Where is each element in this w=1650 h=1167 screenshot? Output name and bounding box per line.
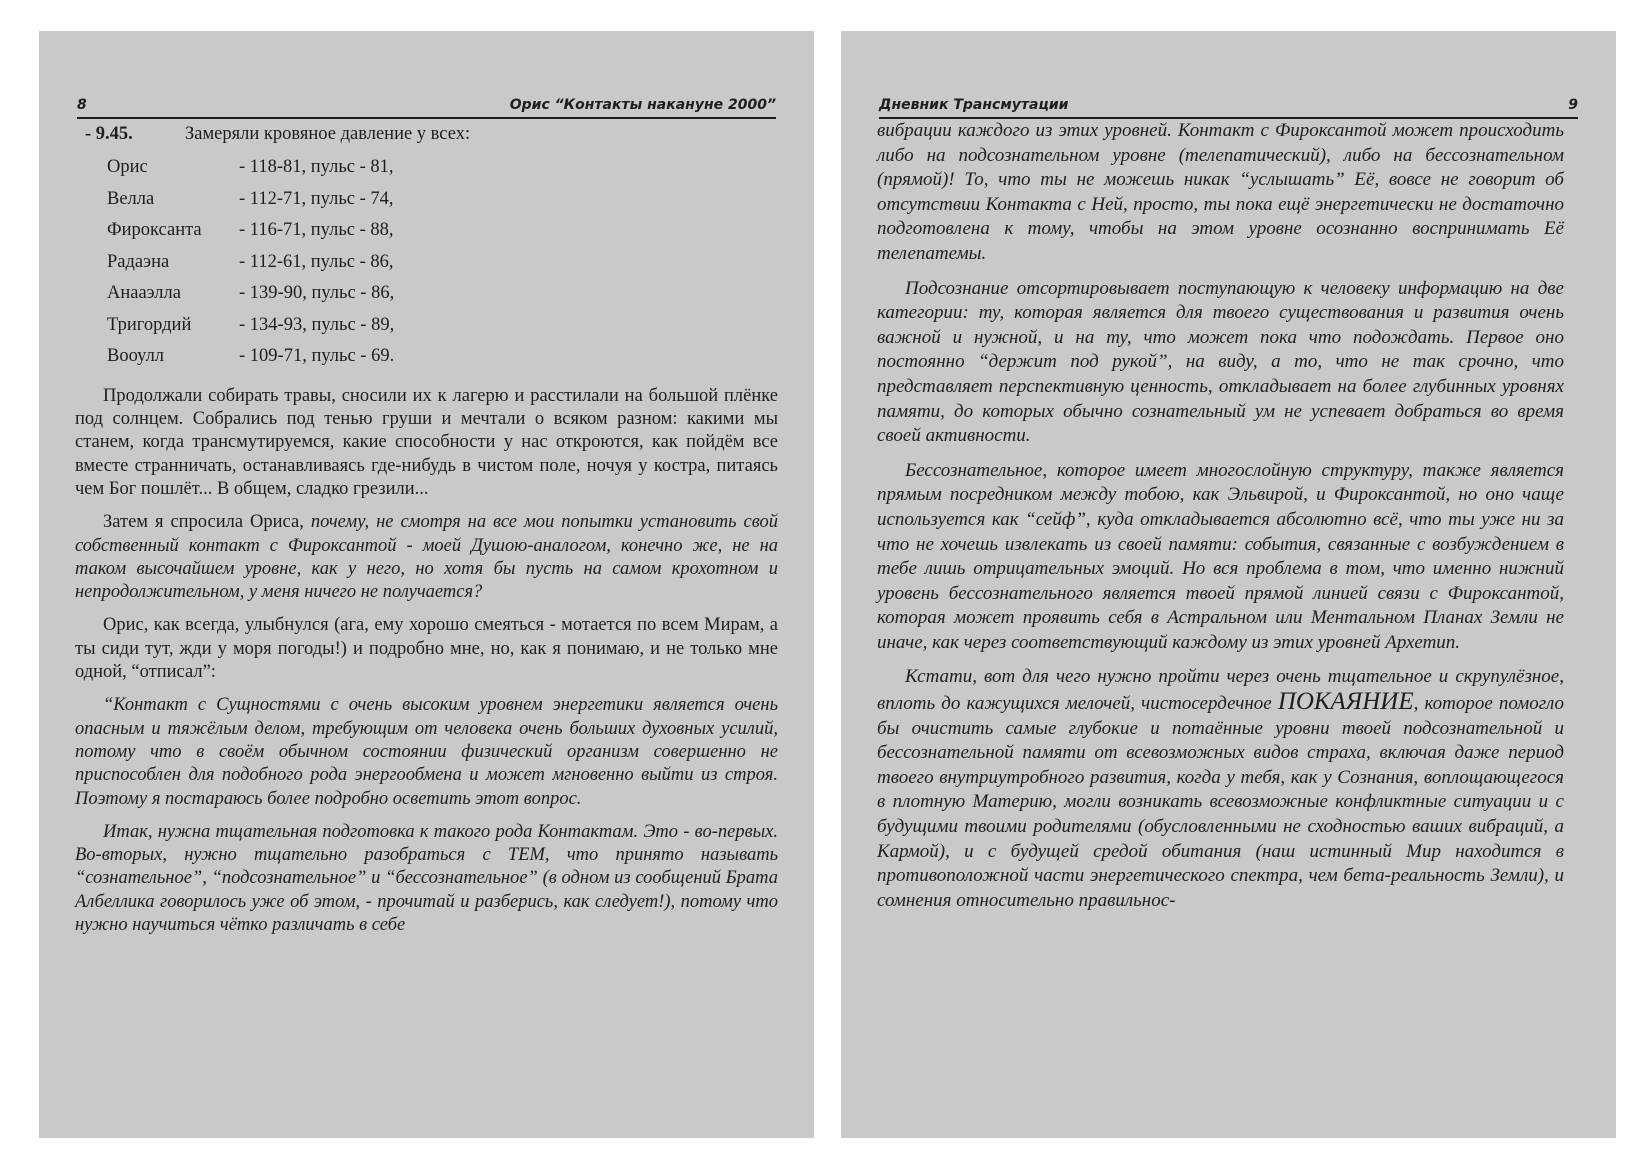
bp-value: - 139-90, пульс - 86, — [239, 283, 395, 304]
paragraph-part: , которое помогло бы очистить самые глубокие и потаённые уровни твоей подсознательной и бессознательной памяти от всевозможных видов страха, включая даже период твоего внутриутробного развития, когда у тебя, как у Сознания, воплощающегося в плотную Материю, могли возникать всевозможные конфликтные ситуации и с будущими твоими родителями (обусловленными не сходностью ваших вибраций, а Кармой), и с будущей средой обитания (наш истинный Мир находится в противоположной части энергетического спектра, чем бета-реальность Земли), и сомнения относительно правильнос- — [877, 693, 1564, 911]
paragraph: вибрации каждого из этих уровней. Контакт с Фироксантой может происходить либо на подсознательном уровне (телепатический), либо на бессознательном (прямой)! То, что ты не можешь никак “услышать” Её, вовсе не говорит об отсутствии Контакта с Ней, просто, ты пока ещё энергетически не достаточно подготовлена к тому, чтобы на этом уровне осознанно воспринимать Её телепатемы. — [877, 120, 1564, 264]
bp-name: Тригордий — [107, 314, 192, 335]
paragraph: Продолжали собирать травы, сносили их к лагерю и расстилали на большой плёнке под солнцем. Собрались под тенью груши и мечтали о всяком разном: какими мы станем, когда трансмутируемся, какие способности у нас откроются, как пойдём все вместе странничать, останавливаясь где-нибудь в чистом поле, ночуя у костра, питаясь чем Бог пошлёт... В общем, сладко грезили... — [75, 385, 778, 499]
bp-name: Фироксанта — [107, 220, 202, 241]
bp-name: Анааэлла — [107, 283, 181, 304]
entry-intro: Замеряли кровяное давление у всех: — [185, 124, 471, 144]
paragraph-part: Кстати, вот для чего нужно пройти через очень тщательное и скрупулёзное, вплоть до кажущихся мелочей, чистосердечное — [877, 666, 1564, 715]
paragraph: Подсознание отсортировывает поступающую к человеку информацию на две категории: ту, которая является для твоего существования и развития очень важной и нужной, и на ту, что может пока что подождать. Первое оно постоянно “держит под рукой”, на виду, а то, что не так срочно, что представляет перспективную ценность, откладывает на более глубинных уровнях памяти, до которых обычно сознательный ум не успевает добраться во время своей активности. — [877, 277, 1564, 447]
paragraph: Бессознательное, которое имеет многослойную структуру, также является прямым посредником между тобою, как Эльвирой, и Фироксантой, но оно чаще используется как “сейф”, куда откладывается абсолютно всё, что ты уже ни за что не хочешь извлекать из своей памяти: события, связанные с возбуждением в тебе лишь отрицательных эмоций. Но вся проблема в том, что именно нижний уровень бессознательного является твоей прямой линией связи с Фироксантой, которая может проявить себя в Астральном или Ментальном Планах Земли не иначе, как через соответствующий каждому из этих уровней Архетип. — [877, 459, 1564, 653]
right-page-number: 9 — [1568, 97, 1578, 113]
right-running-title: Дневник Трансмутации — [879, 97, 1069, 113]
left-running-title: Орис “Контакты накануне 2000” — [509, 97, 776, 113]
left-header — [77, 87, 776, 119]
bp-value: - 112-61, пульс - 86, — [239, 251, 394, 272]
blood-pressure-table — [107, 152, 778, 373]
bp-name: Вооулл — [107, 346, 165, 367]
entry-time: - 9.45. — [85, 124, 133, 144]
bp-value: - 118-81, пульс - 81, — [239, 157, 394, 178]
bp-name: Орис — [107, 157, 148, 178]
paragraph-lead: Затем я спросила Ориса, — [103, 512, 311, 533]
quote-paragraph: Итак, нужна тщательная подготовка к такого рода Контактам. Это - во-первых. Во-вторых, нужно тщательно разобраться с ТЕМ, что принято называть “сознательное”, “подсознательное” и “бессознательное” (в одном из сообщений Брата Албеллика говорилось уже об этом, - прочитай и разберись, как следует!), потому что нужно научиться чётко различать в себе — [75, 821, 778, 936]
bp-value: - 116-71, пульс - 88, — [239, 220, 394, 241]
paragraph — [877, 665, 1564, 913]
right-page — [841, 31, 1616, 1138]
bp-value: - 134-93, пульс - 89, — [239, 314, 395, 335]
bp-row — [107, 341, 778, 373]
bp-name: Велла — [107, 188, 155, 209]
right-header — [879, 87, 1578, 119]
paragraph — [75, 511, 778, 604]
diary-entry-heading — [75, 123, 778, 146]
bp-name: Радаэна — [107, 251, 170, 272]
quote-paragraph: “Контакт с Сущностями с очень высоким уровнем энергетики является очень опасным и тяжёлым делом, требующим от человека очень больших духовных усилий, потому что в своём обычном состоянии физический организм совершенно не приспособлен для подобного рода энергообмена и может мгновенно выйти из строя. Поэтому я постараюсь более подробно осветить этот вопрос. — [75, 695, 778, 809]
left-content — [75, 123, 778, 947]
right-content — [877, 119, 1564, 923]
bp-row — [107, 247, 778, 279]
left-page-number: 8 — [77, 97, 87, 113]
paragraph-italic: почему, не смотря на все мои попытки установить свой собственный контакт с Фироксантой - моей Душою-аналогом, конечно же, не на таком высочайшем уровне, как у него, но хотя бы пусть на самом крохотном и непродолжительном, у меня ничего не получается? — [75, 512, 778, 603]
bp-row — [107, 184, 778, 216]
paragraph: Орис, как всегда, улыбнулся (ага, ему хорошо смеяться - мотается по всем Мирам, а ты сиди тут, жди у моря погоды!) и подробно мне, но, как я понимаю, и не только мне одной, “отписал”: — [75, 615, 778, 683]
bp-value: - 109-71, пульс - 69. — [239, 346, 395, 367]
emphasis-word: ПОКАЯНИЕ — [1277, 688, 1414, 716]
bp-row — [107, 310, 778, 342]
left-page — [39, 31, 814, 1138]
bp-row — [107, 278, 778, 310]
bp-row — [107, 152, 778, 184]
bp-value: - 112-71, пульс - 74, — [239, 188, 394, 209]
bp-row — [107, 215, 778, 247]
